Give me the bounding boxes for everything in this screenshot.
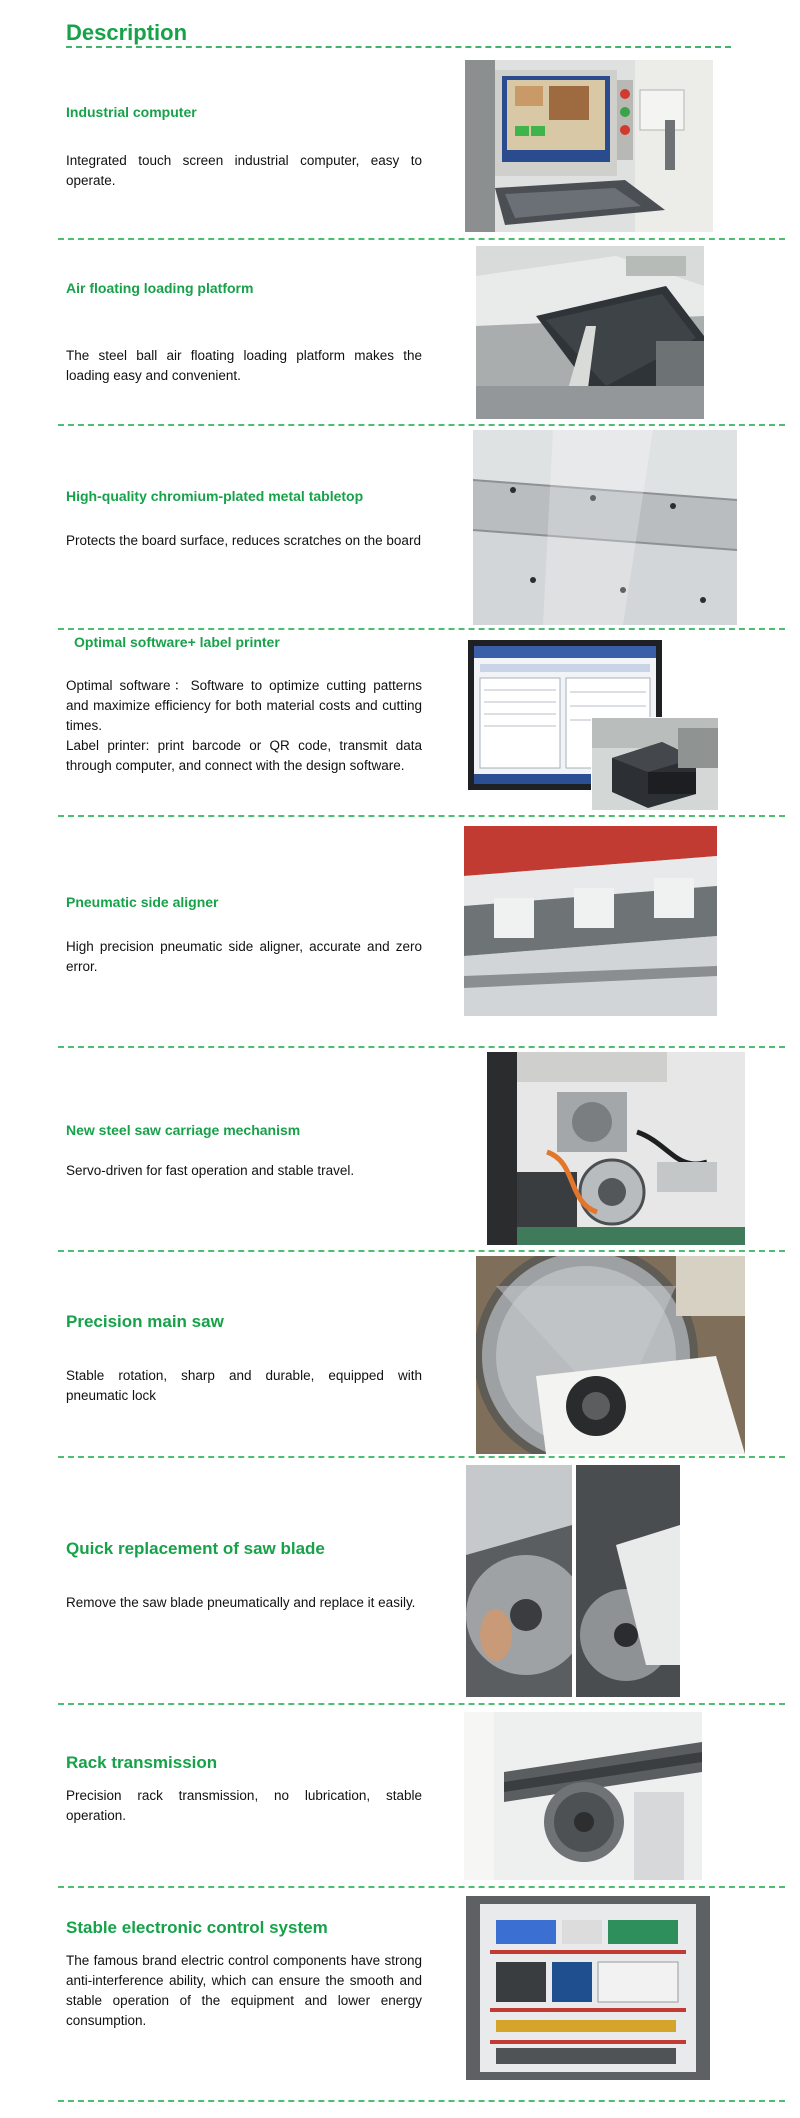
section-desc-rack-transmission: Precision rack transmission, no lubrication, stable operation. (66, 1788, 422, 1823)
electronic-control-photo (466, 1896, 710, 2080)
section-separator (58, 1703, 785, 1705)
section-separator (58, 1250, 785, 1252)
side-aligner-photo (464, 826, 717, 1016)
section-desc-industrial-computer: Integrated touch screen industrial computer, easy to operate. (66, 153, 422, 188)
section-heading-saw-blade-replacement: Quick replacement of saw blade (66, 1539, 325, 1558)
section-desc-metal-tabletop: Protects the board surface, reduces scratches on the board (66, 533, 421, 548)
section-desc-label-printer: Label printer: print barcode or QR code, transmit data through computer, and connect with the design software. (66, 738, 422, 773)
section-heading-rack-transmission: Rack transmission (66, 1753, 218, 1772)
section-heading-electronic-control: Stable electronic control system (66, 1918, 328, 1937)
section-heading-side-aligner: Pneumatic side aligner (66, 894, 219, 910)
section-desc-electronic-control: The famous brand electric control components have strong anti-interference ability, which can ensure the smooth and stable operation of the equipment and lower energy consumption. (66, 1953, 422, 2028)
section-heading-main-saw: Precision main saw (66, 1312, 224, 1331)
section-separator (58, 628, 785, 630)
metal-tabletop-photo (473, 430, 737, 625)
section-separator (58, 815, 785, 817)
section-heading-software-printer: Optimal software+ label printer (74, 634, 280, 650)
section-desc-saw-blade-replacement: Remove the saw blade pneumatically and replace it easily. (66, 1595, 416, 1610)
section-separator (58, 1886, 785, 1888)
main-saw-photo (476, 1256, 745, 1454)
section-separator (58, 1456, 785, 1458)
section-heading-air-floating-platform: Air floating loading platform (66, 280, 254, 296)
section-separator (58, 238, 785, 240)
air-floating-platform-photo (476, 246, 704, 419)
saw-carriage-photo (487, 1052, 745, 1245)
section-desc-side-aligner: High precision pneumatic side aligner, accurate and zero error. (66, 939, 422, 974)
section-heading-industrial-computer: Industrial computer (66, 104, 197, 120)
section-separator (58, 1046, 785, 1048)
section-separator (58, 424, 785, 426)
section-desc-saw-carriage: Servo-driven for fast operation and stable travel. (66, 1163, 355, 1178)
section-desc-software: Optimal software：Software to optimize cutting patterns and maximize efficiency for both material costs and cutting times. (66, 678, 422, 733)
rack-transmission-photo (464, 1712, 702, 1880)
label-printer-photo (591, 717, 719, 811)
section-desc-main-saw: Stable rotation, sharp and durable, equipped with pneumatic lock (66, 1368, 422, 1403)
saw-blade-replacement-photo (466, 1465, 680, 1697)
section-heading-metal-tabletop: High-quality chromium-plated metal tabletop (66, 488, 364, 504)
page-title: Description (66, 20, 188, 45)
section-desc-air-floating-platform: The steel ball air floating loading platform makes the loading easy and convenient. (66, 348, 422, 383)
section-heading-saw-carriage: New steel saw carriage mechanism (66, 1122, 301, 1138)
industrial-computer-photo (465, 60, 713, 232)
section-separator (58, 2100, 785, 2102)
title-underline (66, 46, 731, 48)
